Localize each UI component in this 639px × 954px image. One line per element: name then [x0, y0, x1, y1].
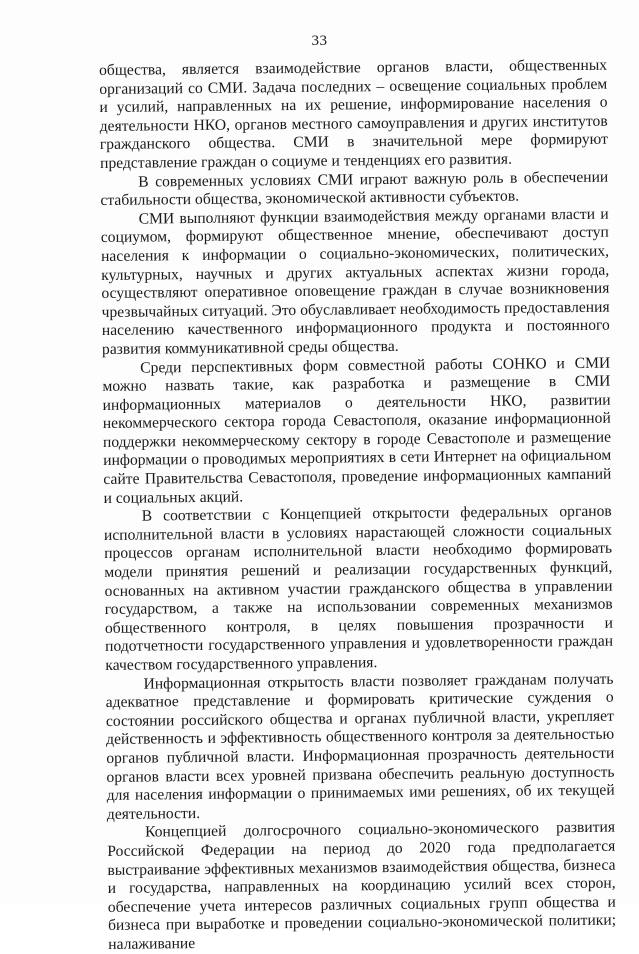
document-body — [99, 57, 616, 954]
paragraph-3: СМИ выполняют функции взаимодействия между органами власти и социумом, формируют общественное мнение, обеспечивают доступ населения к информации о социально-экономических, политических, культурных, научных и других актуальных аспектах жизни города, осуществляют оперативное оповещение граждан в случае возникновения чрезвычайных ситуаций. Это обуславливает необходимость предоставления населению качественного информационного продукта и постоянного развития коммуникативной среды общества. — [100, 205, 610, 358]
paragraph-4: Среди перспективных форм совместной работы СОНКО и СМИ можно назвать такие, как разработка и размещение в СМИ информационных материалов о деятельности НКО, развитии некоммерческого сектора города Севастополя, оказание информационной поддержки некоммерческому сектору в городе Севастополе и размещение информации о проводимых мероприятиях в сети Интернет на официальном сайте Правительства Севастополя, проведение информационных кампаний и социальных акций. — [102, 354, 612, 507]
paragraph-6: Информационная открытость власти позволяет гражданам получать адекватное представление и формировать критические суждения о состоянии российского общества и органах публичной власти, укрепляет действенность и эффективность общественного контроля за деятельностью органов публичной власти. Информационная прозрачность деятельности органов власти всех уровней призвана обеспечить реальную доступность для населения информации о принимаемых ими решениях, об их текущей деятельности. — [105, 670, 615, 823]
paragraph-7: Концепцией долгосрочного социально-экономического развития Российской Федерации на период до 2020 года предполагается выстраивание эффективных механизмов взаимодействия общества, бизнеса и государства, направленных на координацию усилий всех сторон, обеспечение учета интересов различных социальных групп общества и бизнеса при выработке и проведении социально-экономической политики; налаживание — [107, 818, 617, 953]
paragraph-2: В современных условиях СМИ играют важную роль в обеспечении стабильности общества, экономической активности субъектов. — [100, 168, 609, 210]
paragraph-1: общества, является взаимодействие органов власти, общественных организаций со СМИ. Задача последних – освещение социальных проблем и усилий, направленных на их решение, информирование населения о деятельности НКО, органов местного самоуправления и других институтов гражданского общества. СМИ в значительной мере формируют представление граждан о социуме и тенденциях его развития. — [99, 56, 608, 172]
page-number: 33 — [311, 33, 328, 49]
paragraph-5: В соответствии с Концепцией открытости федеральных органов исполнительной власти в условиях нарастающей сложности социальных процессов органам исполнительной власти необходимо формировать модели принятия решений и реализации государственных функций, основанных на активном участии гражданского общества в управлении государством, а также на использовании современных механизмов общественного контроля, в целях повышения прозрачности и подотчетности государственного управления и удовлетворенности граждан качеством государственного управления. — [103, 502, 614, 674]
